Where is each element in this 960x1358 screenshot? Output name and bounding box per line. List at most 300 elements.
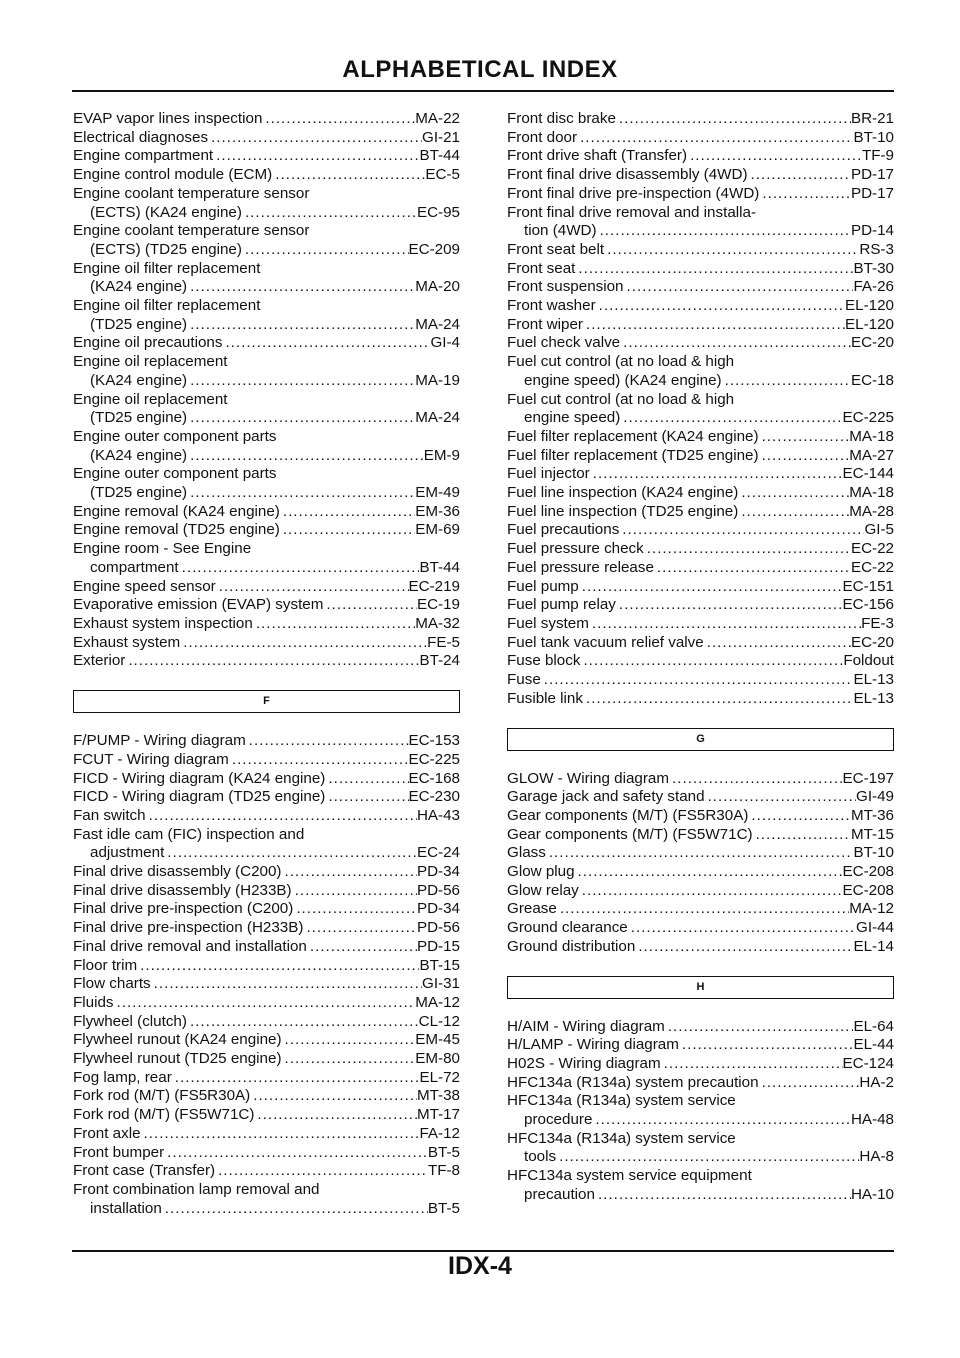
dot-leader bbox=[619, 521, 864, 540]
dot-leader bbox=[738, 484, 849, 503]
index-entry bbox=[507, 447, 894, 466]
dot-leader bbox=[704, 634, 851, 653]
entry-title-continued: compartment bbox=[90, 558, 179, 576]
entry-title: Front wiper bbox=[507, 315, 583, 333]
dot-leader bbox=[242, 204, 417, 223]
entry-title-continued: (ECTS) (KA24 engine) bbox=[90, 203, 242, 221]
index-entry bbox=[73, 1013, 460, 1032]
dot-leader bbox=[164, 844, 417, 863]
index-entry bbox=[507, 1036, 894, 1055]
index-entry bbox=[73, 975, 460, 994]
index-entry bbox=[73, 1162, 460, 1181]
entry-page-ref: MT-15 bbox=[850, 825, 894, 843]
index-entry bbox=[507, 1018, 894, 1037]
entry-title-continued: adjustment bbox=[90, 844, 165, 862]
dot-leader bbox=[579, 882, 843, 901]
entry-page-ref: EC-22 bbox=[850, 540, 894, 558]
entry-page-ref: HA-43 bbox=[416, 806, 460, 824]
entry-title: FICD - Wiring diagram (TD25 engine) bbox=[73, 788, 326, 806]
entry-page-ref: PD-15 bbox=[416, 937, 460, 955]
entry-page-ref: PD-17 bbox=[850, 184, 894, 202]
dot-leader bbox=[208, 129, 422, 148]
entry-page-ref: BT-5 bbox=[427, 1199, 460, 1217]
dot-leader bbox=[759, 185, 851, 204]
entry-page-ref: PD-34 bbox=[416, 863, 460, 881]
entry-title: Engine coolant temperature sensor bbox=[73, 222, 310, 240]
dot-leader bbox=[146, 807, 417, 826]
index-entry bbox=[507, 1074, 894, 1093]
entry-title-continued: (ECTS) (TD25 engine) bbox=[90, 240, 242, 258]
entry-title: H02S - Wiring diagram bbox=[507, 1054, 661, 1072]
entry-title: Floor trim bbox=[73, 956, 138, 974]
dot-leader bbox=[665, 1018, 854, 1037]
index-entry bbox=[507, 596, 894, 615]
index-entry bbox=[507, 919, 894, 938]
entry-title: Final drive disassembly (C200) bbox=[73, 863, 282, 881]
entry-page-ref: FE-3 bbox=[861, 614, 894, 632]
entry-title: GLOW - Wiring diagram bbox=[507, 769, 670, 787]
dot-leader bbox=[325, 770, 408, 789]
entry-title: Fuel injector bbox=[507, 465, 590, 483]
entry-page-ref: MT-38 bbox=[416, 1087, 460, 1105]
entry-title: Front disc brake bbox=[507, 110, 616, 127]
dot-leader bbox=[280, 521, 415, 540]
entry-title: Engine outer component parts bbox=[73, 427, 277, 445]
entry-page-ref: PD-17 bbox=[850, 166, 894, 184]
entry-page-ref: EC-22 bbox=[850, 558, 894, 576]
entry-title: H/AIM - Wiring diagram bbox=[507, 1017, 665, 1035]
dot-leader bbox=[180, 634, 427, 653]
entry-title-continued: precaution bbox=[524, 1185, 595, 1203]
page-number: IDX-4 bbox=[448, 1252, 512, 1280]
page-title: ALPHABETICAL INDEX bbox=[342, 56, 618, 83]
entry-title: F/PUMP - Wiring diagram bbox=[73, 732, 246, 750]
entry-title: Gear components (M/T) (FS5R30A) bbox=[507, 806, 749, 824]
index-entry bbox=[507, 204, 894, 241]
dot-leader bbox=[753, 826, 851, 845]
index-list-h bbox=[507, 1018, 894, 1205]
dot-leader bbox=[556, 1148, 859, 1167]
entry-page-ref: MA-24 bbox=[415, 315, 460, 333]
entry-page-ref: GI-44 bbox=[856, 919, 894, 937]
index-entry bbox=[507, 353, 894, 390]
index-entry bbox=[507, 882, 894, 901]
entry-page-ref: TF-9 bbox=[861, 147, 894, 165]
entry-title: Flow charts bbox=[73, 975, 151, 993]
entry-page-ref: EL-120 bbox=[845, 315, 894, 333]
index-entry bbox=[507, 559, 894, 578]
dot-leader bbox=[620, 409, 842, 428]
index-entry bbox=[73, 634, 460, 653]
index-entry bbox=[73, 428, 460, 465]
entry-title: Front final drive pre-inspection (4WD) bbox=[507, 184, 760, 202]
entry-page-ref: MA-18 bbox=[849, 427, 894, 445]
dot-leader bbox=[187, 372, 415, 391]
dot-leader bbox=[635, 938, 853, 957]
entry-title: Flywheel runout (KA24 engine) bbox=[73, 1031, 282, 1049]
index-entry bbox=[507, 900, 894, 919]
entry-page-ref: EC-208 bbox=[842, 863, 894, 881]
entry-page-ref: MA-20 bbox=[415, 278, 460, 296]
entry-page-ref: EC-225 bbox=[842, 409, 894, 427]
index-entry bbox=[507, 671, 894, 690]
dot-leader bbox=[592, 1111, 851, 1130]
entry-page-ref: BT-24 bbox=[419, 652, 460, 670]
entry-title: Fork rod (M/T) (FS5W71C) bbox=[73, 1106, 255, 1124]
dot-leader bbox=[575, 863, 843, 882]
entry-page-ref: GI-4 bbox=[430, 334, 460, 352]
entry-page-ref: HA-48 bbox=[850, 1111, 894, 1129]
entry-title: Exhaust system inspection bbox=[73, 614, 253, 632]
entry-page-ref: PD-56 bbox=[416, 919, 460, 937]
entry-page-ref: TF-8 bbox=[427, 1162, 460, 1180]
index-entry bbox=[73, 147, 460, 166]
index-entry bbox=[73, 882, 460, 901]
entry-title: Engine oil replacement bbox=[73, 390, 228, 408]
entry-title: Glow plug bbox=[507, 863, 575, 881]
entry-title: Glass bbox=[507, 844, 546, 862]
dot-leader bbox=[162, 1200, 428, 1219]
entry-title: Fuel pressure check bbox=[507, 540, 644, 558]
entry-page-ref: BT-30 bbox=[853, 259, 894, 277]
index-entry bbox=[73, 615, 460, 634]
entry-title: Fuel system bbox=[507, 614, 589, 632]
entry-title: Fluids bbox=[73, 993, 114, 1011]
dot-leader bbox=[583, 316, 845, 335]
entry-page-ref: EM-9 bbox=[423, 446, 460, 464]
dot-leader bbox=[722, 372, 851, 391]
entry-page-ref: EC-209 bbox=[408, 240, 460, 258]
entry-title: Final drive disassembly (H233B) bbox=[73, 881, 292, 899]
dot-leader bbox=[557, 900, 849, 919]
entry-page-ref: EC-18 bbox=[850, 371, 894, 389]
entry-title: Fuel line inspection (TD25 engine) bbox=[507, 502, 739, 520]
index-list-e bbox=[73, 110, 460, 671]
dot-leader bbox=[738, 503, 849, 522]
dot-leader bbox=[604, 241, 859, 260]
index-entry bbox=[73, 788, 460, 807]
entry-title: Evaporative emission (EVAP) system bbox=[73, 596, 324, 614]
entry-page-ref: PD-14 bbox=[850, 222, 894, 240]
entry-title: Garage jack and safety stand bbox=[507, 788, 705, 806]
entry-title-continued: engine speed) bbox=[524, 409, 621, 427]
index-entry bbox=[73, 770, 460, 789]
dot-leader bbox=[654, 559, 851, 578]
entry-title: Fuel pressure release bbox=[507, 558, 654, 576]
entry-title-continued: (KA24 engine) bbox=[90, 446, 188, 464]
entry-title: Engine oil replacement bbox=[73, 353, 228, 371]
entry-page-ref: EL-13 bbox=[853, 671, 894, 689]
index-entry bbox=[507, 297, 894, 316]
entry-page-ref: GI-5 bbox=[864, 521, 894, 539]
entry-title: Exterior bbox=[73, 652, 126, 670]
entry-page-ref: RS-3 bbox=[859, 240, 894, 258]
dot-leader bbox=[595, 1186, 851, 1205]
entry-page-ref: GI-21 bbox=[422, 128, 460, 146]
entry-page-ref: EC-95 bbox=[416, 203, 460, 221]
dot-leader bbox=[759, 447, 850, 466]
index-entry bbox=[507, 166, 894, 185]
entry-page-ref: BT-10 bbox=[853, 128, 894, 146]
entry-page-ref: EC-151 bbox=[842, 577, 894, 595]
entry-page-ref: EC-153 bbox=[408, 732, 460, 750]
entry-title: Flywheel runout (TD25 engine) bbox=[73, 1050, 282, 1068]
dot-leader bbox=[293, 900, 417, 919]
entry-title: Engine speed sensor bbox=[73, 577, 216, 595]
section-header-f: F bbox=[73, 690, 460, 713]
index-entry bbox=[507, 578, 894, 597]
index-entry bbox=[507, 788, 894, 807]
header-rule bbox=[72, 90, 894, 92]
dot-leader bbox=[179, 559, 420, 578]
index-entry bbox=[73, 297, 460, 334]
entry-page-ref: HA-2 bbox=[859, 1073, 894, 1091]
index-entry bbox=[507, 1055, 894, 1074]
index-entry bbox=[507, 260, 894, 279]
dot-leader bbox=[541, 671, 854, 690]
index-entry bbox=[507, 652, 894, 671]
index-entry bbox=[73, 1106, 460, 1125]
entry-title: Front washer bbox=[507, 297, 596, 315]
entry-title: H/LAMP - Wiring diagram bbox=[507, 1036, 679, 1054]
dot-leader bbox=[242, 241, 409, 260]
entry-page-ref: EC-230 bbox=[408, 788, 460, 806]
entry-title-continued: engine speed) (KA24 engine) bbox=[524, 371, 722, 389]
dot-leader bbox=[620, 334, 851, 353]
entry-title: Fuel line inspection (KA24 engine) bbox=[507, 484, 739, 502]
entry-page-ref: FA-12 bbox=[419, 1124, 460, 1142]
index-entry bbox=[73, 751, 460, 770]
entry-page-ref: BT-5 bbox=[427, 1143, 460, 1161]
entry-title: Fuel check valve bbox=[507, 334, 621, 352]
entry-title: Engine control module (ECM) bbox=[73, 166, 273, 184]
dot-leader bbox=[187, 278, 415, 297]
entry-title: Engine compartment bbox=[73, 147, 214, 165]
entry-page-ref: MA-12 bbox=[849, 900, 894, 918]
entry-title: Final drive pre-inspection (C200) bbox=[73, 900, 294, 918]
entry-title: Glow relay bbox=[507, 881, 579, 899]
entry-page-ref: MA-22 bbox=[415, 110, 460, 127]
dot-leader bbox=[187, 409, 415, 428]
entry-title: Front final drive disassembly (4WD) bbox=[507, 166, 748, 184]
index-entry bbox=[73, 110, 460, 129]
entry-page-ref: EL-14 bbox=[853, 937, 894, 955]
index-entry bbox=[73, 732, 460, 751]
entry-title: Front door bbox=[507, 128, 578, 146]
entry-page-ref: HA-8 bbox=[859, 1148, 894, 1166]
entry-title: Exhaust system bbox=[73, 633, 181, 651]
entry-title: FCUT - Wiring diagram bbox=[73, 750, 229, 768]
entry-page-ref: EL-72 bbox=[419, 1068, 460, 1086]
entry-page-ref: EC-20 bbox=[850, 633, 894, 651]
index-entry bbox=[507, 690, 894, 709]
dot-leader bbox=[624, 278, 854, 297]
entry-title: Front seat bbox=[507, 259, 576, 277]
index-entry bbox=[73, 260, 460, 297]
index-entry bbox=[507, 1130, 894, 1167]
entry-title: Engine oil filter replacement bbox=[73, 297, 261, 315]
index-entry bbox=[507, 391, 894, 428]
entry-title: Front drive shaft (Transfer) bbox=[507, 147, 688, 165]
dot-leader bbox=[303, 919, 416, 938]
entry-title: Front bumper bbox=[73, 1143, 165, 1161]
dot-leader bbox=[215, 1162, 428, 1181]
entry-title: Fuel cut control (at no load & high bbox=[507, 390, 735, 408]
index-entry bbox=[507, 615, 894, 634]
entry-title: Fuel tank vacuum relief valve bbox=[507, 633, 704, 651]
index-entry bbox=[507, 484, 894, 503]
index-entry bbox=[73, 391, 460, 428]
entry-page-ref: MT-36 bbox=[850, 806, 894, 824]
dot-leader bbox=[262, 110, 415, 129]
dot-leader bbox=[616, 596, 843, 615]
dot-leader bbox=[281, 863, 416, 882]
dot-leader bbox=[187, 447, 424, 466]
index-entry bbox=[73, 465, 460, 502]
index-entry bbox=[507, 465, 894, 484]
dot-leader bbox=[546, 844, 854, 863]
index-entry bbox=[73, 957, 460, 976]
index-entry bbox=[73, 994, 460, 1013]
index-entry bbox=[73, 596, 460, 615]
index-entry bbox=[507, 634, 894, 653]
entry-title: HFC134a (R134a) system service bbox=[507, 1129, 736, 1147]
entry-title: HFC134a system service equipment bbox=[507, 1167, 752, 1185]
entry-title: Electrical diagnoses bbox=[73, 128, 209, 146]
entry-page-ref: EL-44 bbox=[853, 1036, 894, 1054]
index-entry bbox=[73, 826, 460, 863]
index-entry bbox=[507, 428, 894, 447]
entry-page-ref: MA-28 bbox=[849, 502, 894, 520]
dot-leader bbox=[644, 540, 851, 559]
entry-page-ref: EC-225 bbox=[408, 750, 460, 768]
index-entry bbox=[73, 185, 460, 222]
dot-leader bbox=[164, 1144, 428, 1163]
entry-page-ref: PD-56 bbox=[416, 881, 460, 899]
entry-page-ref: EM-45 bbox=[415, 1031, 460, 1049]
entry-title: Engine oil precautions bbox=[73, 334, 223, 352]
entry-title: Front suspension bbox=[507, 278, 624, 296]
index-entry bbox=[73, 334, 460, 353]
dot-leader bbox=[628, 919, 856, 938]
dot-leader bbox=[575, 260, 853, 279]
entry-title-continued: tools bbox=[524, 1148, 557, 1166]
entry-title-continued: (KA24 engine) bbox=[90, 278, 188, 296]
entry-page-ref: EC-219 bbox=[408, 577, 460, 595]
index-entry bbox=[73, 129, 460, 148]
dot-leader bbox=[307, 938, 417, 957]
index-entry bbox=[73, 1181, 460, 1218]
dot-leader bbox=[597, 222, 851, 241]
entry-title: Ground distribution bbox=[507, 937, 636, 955]
dot-leader bbox=[679, 1036, 854, 1055]
entry-title: Engine coolant temperature sensor bbox=[73, 184, 310, 202]
index-list-f bbox=[73, 732, 460, 1218]
dot-leader bbox=[580, 652, 843, 671]
entry-page-ref: BT-10 bbox=[853, 844, 894, 862]
dot-leader bbox=[596, 297, 845, 316]
dot-leader bbox=[759, 428, 850, 447]
section-header-h: H bbox=[507, 976, 894, 999]
entry-title: Flywheel (clutch) bbox=[73, 1012, 187, 1030]
entry-page-ref: EC-168 bbox=[408, 769, 460, 787]
entry-title: Fork rod (M/T) (FS5R30A) bbox=[73, 1087, 251, 1105]
entry-title: Engine removal (TD25 engine) bbox=[73, 521, 280, 539]
entry-title: Front seat belt bbox=[507, 240, 605, 258]
dot-leader bbox=[589, 615, 861, 634]
index-entry bbox=[73, 503, 460, 522]
dot-leader bbox=[137, 957, 419, 976]
entry-title: Ground clearance bbox=[507, 919, 628, 937]
index-entry bbox=[507, 129, 894, 148]
entry-page-ref: HA-10 bbox=[850, 1185, 894, 1203]
entry-title: Engine room - See Engine bbox=[73, 540, 252, 558]
dot-leader bbox=[172, 1069, 420, 1088]
entry-page-ref: MT-17 bbox=[416, 1106, 460, 1124]
entry-page-ref: EM-69 bbox=[415, 521, 460, 539]
entry-title: Fuel cut control (at no load & high bbox=[507, 353, 735, 371]
dot-leader bbox=[151, 975, 422, 994]
index-entry bbox=[507, 807, 894, 826]
index-entry bbox=[73, 353, 460, 390]
entry-page-ref: Foldout bbox=[843, 652, 894, 670]
index-entry bbox=[507, 110, 894, 129]
dot-leader bbox=[616, 110, 851, 129]
dot-leader bbox=[590, 465, 843, 484]
entry-title: Fast idle cam (FIC) inspection and bbox=[73, 825, 305, 843]
dot-leader bbox=[292, 882, 417, 901]
entry-page-ref: FE-5 bbox=[427, 633, 460, 651]
entry-title: Gear components (M/T) (FS5W71C) bbox=[507, 825, 753, 843]
index-list-g bbox=[507, 770, 894, 957]
entry-page-ref: EC-20 bbox=[850, 334, 894, 352]
dot-leader bbox=[187, 316, 415, 335]
dot-leader bbox=[705, 788, 856, 807]
entry-page-ref: BT-44 bbox=[419, 147, 460, 165]
entry-page-ref: CL-12 bbox=[418, 1012, 460, 1030]
index-list-f-continued bbox=[507, 110, 894, 709]
dot-leader bbox=[661, 1055, 843, 1074]
entry-page-ref: EC-156 bbox=[842, 596, 894, 614]
entry-title-continued: (TD25 engine) bbox=[90, 409, 188, 427]
dot-leader bbox=[669, 770, 842, 789]
entry-title: Front axle bbox=[73, 1124, 141, 1142]
index-entry bbox=[73, 1144, 460, 1163]
index-entry bbox=[73, 900, 460, 919]
index-entry bbox=[73, 521, 460, 540]
entry-title: Fusible link bbox=[507, 689, 583, 707]
entry-page-ref: EC-208 bbox=[842, 881, 894, 899]
entry-title: Engine oil filter replacement bbox=[73, 259, 261, 277]
entry-page-ref: MA-24 bbox=[415, 409, 460, 427]
index-entry bbox=[73, 1050, 460, 1069]
dot-leader bbox=[323, 596, 417, 615]
section-header-g: G bbox=[507, 728, 894, 751]
dot-leader bbox=[125, 652, 419, 671]
entry-page-ref: MA-18 bbox=[849, 484, 894, 502]
index-entry bbox=[73, 222, 460, 259]
entry-title: Fog lamp, rear bbox=[73, 1068, 172, 1086]
index-entry bbox=[507, 334, 894, 353]
index-entry bbox=[507, 1167, 894, 1204]
entry-page-ref: MA-32 bbox=[415, 614, 460, 632]
entry-title: Fuse block bbox=[507, 652, 581, 670]
dot-leader bbox=[280, 503, 415, 522]
dot-leader bbox=[282, 1050, 416, 1069]
index-entry bbox=[507, 1092, 894, 1129]
index-entry bbox=[73, 578, 460, 597]
dot-leader bbox=[246, 732, 409, 751]
